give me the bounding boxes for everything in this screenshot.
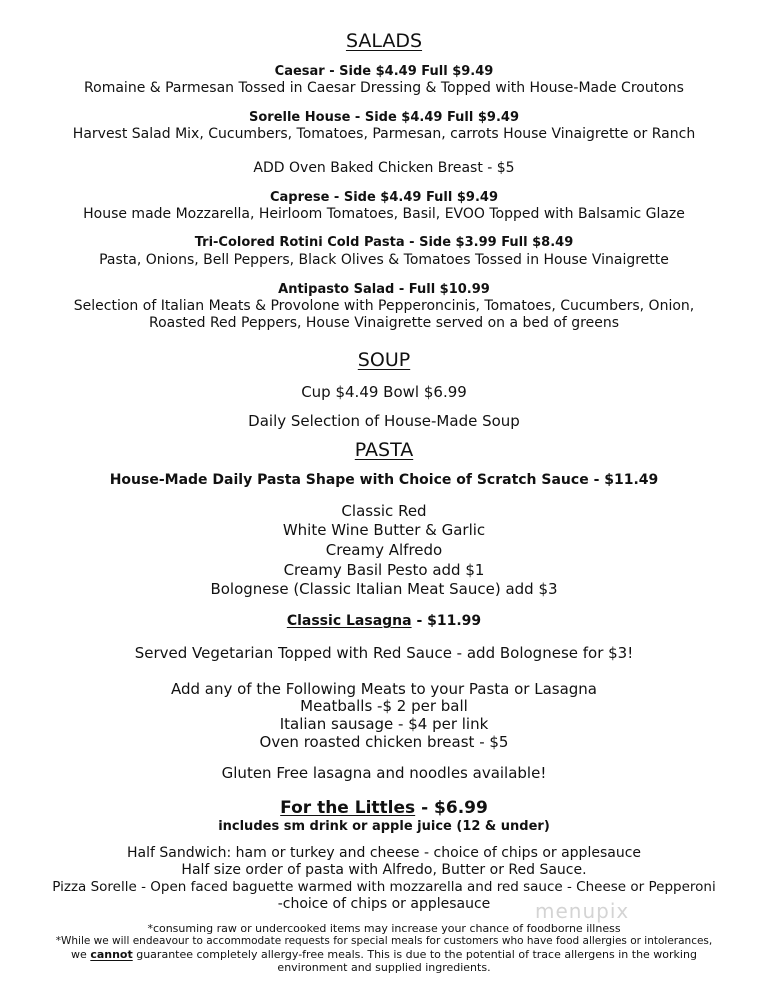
meats-intro: Add any of the Following Meats to your Pasta or Lasagna <box>170 680 598 698</box>
soup-desc: Daily Selection of House-Made Soup <box>248 412 520 430</box>
antipasto-desc-2: Roasted Red Peppers, House Vinaigrette served on a bed of greens <box>148 315 620 331</box>
sauce-item: Creamy Basil Pesto add $1 <box>283 561 485 579</box>
footer-line-2: *While we will endeavour to accommodate requests for special meals for customers who have food allergies or intolerances, <box>55 935 713 947</box>
littles-item: -choice of chips or applesauce <box>277 896 491 912</box>
pasta-main: House-Made Daily Pasta Shape with Choice of Scratch Sauce - $11.49 <box>109 472 659 488</box>
menupix-watermark: menupix <box>535 899 630 923</box>
rotini-title: Tri-Colored Rotini Cold Pasta - Side $3.99 Full $8.49 <box>194 235 574 250</box>
gluten-free-note: Gluten Free lasagna and noodles available! <box>221 764 547 782</box>
littles-heading-line <box>0 798 768 818</box>
sauce-item: White Wine Butter & Garlic <box>282 521 486 539</box>
sauce-item: Creamy Alfredo <box>325 541 443 559</box>
littles-item: Half size order of pasta with Alfredo, Butter or Red Sauce. <box>181 862 587 878</box>
meat-item: Meatballs -$ 2 per ball <box>300 697 468 715</box>
caesar-title: Caesar - Side $4.49 Full $9.49 <box>274 64 494 79</box>
lasagna-line <box>0 613 768 629</box>
littles-sub: includes sm drink or apple juice (12 & under) <box>218 819 550 834</box>
footer-line-3-pre: we <box>71 948 91 961</box>
soup-prices: Cup $4.49 Bowl $6.99 <box>301 383 467 401</box>
footer-line-1: *consuming raw or undercooked items may increase your chance of foodborne illness <box>147 922 621 935</box>
caesar-desc: Romaine & Parmesan Tossed in Caesar Dressing & Topped with House-Made Croutons <box>84 80 684 96</box>
antipasto-title: Antipasto Salad - Full $10.99 <box>278 282 490 297</box>
footer-line-4: environment and supplied ingredients. <box>277 961 491 974</box>
rotini-desc: Pasta, Onions, Bell Peppers, Black Olives & Tomatoes Tossed in House Vinaigrette <box>99 252 669 268</box>
sorelle-desc: Harvest Salad Mix, Cucumbers, Tomatoes, Parmesan, carrots House Vinaigrette or Ranch <box>72 126 696 142</box>
salads-heading: SALADS <box>345 30 423 52</box>
littles-item: Half Sandwich: ham or turkey and cheese - choice of chips or applesauce <box>126 845 641 861</box>
littles-item: Pizza Sorelle - Open faced baguette warmed with mozzarella and red sauce - Cheese or Pepperoni <box>52 879 716 895</box>
lasagna-price: - $11.99 <box>411 613 482 629</box>
meat-item: Oven roasted chicken breast - $5 <box>259 733 509 751</box>
caprese-desc: House made Mozzarella, Heirloom Tomatoes, Basil, EVOO Topped with Balsamic Glaze <box>83 206 685 222</box>
sorelle-title: Sorelle House - Side $4.49 Full $9.49 <box>248 110 519 125</box>
chicken-addon: ADD Oven Baked Chicken Breast - $5 <box>253 160 515 176</box>
footer-line-3 <box>0 948 768 961</box>
sauce-item: Classic Red <box>341 502 427 520</box>
sauce-item: Bolognese (Classic Italian Meat Sauce) add $3 <box>210 580 558 598</box>
lasagna-name: Classic Lasagna <box>286 613 412 629</box>
meat-item: Italian sausage - $4 per link <box>279 715 489 733</box>
pasta-heading: PASTA <box>354 439 414 461</box>
footer-cannot: cannot <box>90 948 133 961</box>
antipasto-desc-1: Selection of Italian Meats & Provolone with Pepperoncinis, Tomatoes, Cucumbers, Onion, <box>73 298 695 314</box>
caprese-title: Caprese - Side $4.49 Full $9.49 <box>269 190 498 205</box>
lasagna-desc: Served Vegetarian Topped with Red Sauce - add Bolognese for $3! <box>134 644 634 662</box>
littles-heading: For the Littles <box>280 798 416 818</box>
footer-line-3-post: guarantee completely allergy-free meals. This is due to the potential of trace allergens in the working <box>132 948 697 961</box>
littles-price: - $6.99 <box>415 798 488 818</box>
soup-heading: SOUP <box>357 349 411 371</box>
